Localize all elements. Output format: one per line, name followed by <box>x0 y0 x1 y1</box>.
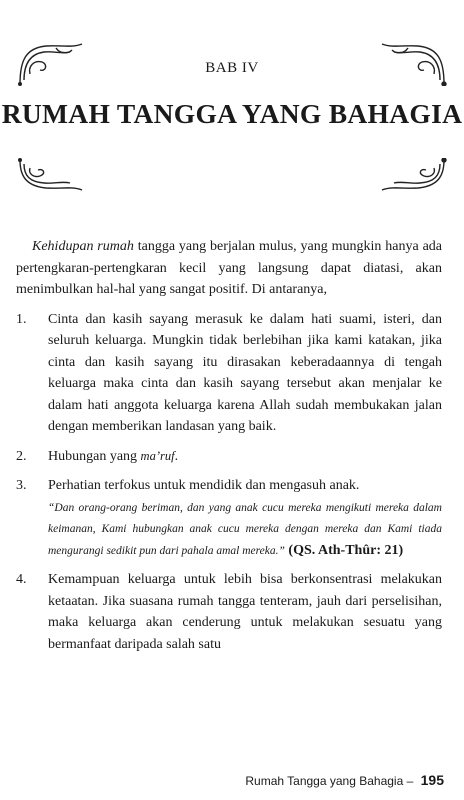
chapter-title: RUMAH TANGGA YANG BAHAGIA <box>1 98 463 129</box>
page-footer <box>245 772 444 788</box>
page-number: 195 <box>420 772 444 788</box>
chapter-label: BAB IV <box>205 60 259 76</box>
list-text: Kemampuan keluarga untuk lebih bisa berkonsentrasi melakukan ketaatan. Jika suasana rumah tangga tenteram, jauh dari perselisihan, maka keluarga akan cenderung untuk melakukan sesuatu yang bermanfaat daripada salah satu <box>48 572 442 652</box>
list-text: Cinta dan kasih sayang merasuk ke dalam hati suami, isteri, dan seluruh keluarga. Mungkin tidak berlebihan jika kami katakan, jika cinta dan kasih sayang itu dirasakan keberadaannya di tengah keluarga maka cinta dan kasih sayang tersebut akan menjalar ke dalam hati anggota keluarga karena Allah sudah membukakan jalan dengan memberikan landasan yang baik. <box>48 311 442 434</box>
ornament-bottom-left <box>16 158 86 194</box>
list-text-main: Perhatian terfokus untuk mendidik dan mengasuh anak. <box>48 478 360 493</box>
quran-quote: “Dan orang-orang beriman, dan yang anak cucu mereka mengikuti mereka dalam keimanan, Kami hubungkan anak cucu mereka dengan mereka dan Kami tiada mengurangi sedikit pun dari pahala amal mereka.” <box>48 501 442 557</box>
intro-lead-italic: Kehidupan rumah <box>32 239 134 254</box>
list-item <box>16 446 442 468</box>
chapter-body <box>16 236 442 663</box>
list-number: 2. <box>16 448 27 464</box>
running-title: Rumah Tangga yang Bahagia <box>245 774 404 788</box>
list-text-after: . <box>174 448 179 464</box>
benefit-list <box>16 309 442 656</box>
quote-source: (QS. Ath-Thûr: 21) <box>284 542 404 558</box>
italic-term: ma’ruf <box>140 448 175 463</box>
list-number: 1. <box>16 311 27 327</box>
list-item <box>16 309 442 438</box>
ornament-bottom-right <box>378 158 448 194</box>
list-number: 4. <box>16 572 27 587</box>
list-number: 3. <box>16 478 27 493</box>
list-text-main: Hubungan yang <box>48 448 141 464</box>
intro-text: tangga yang berjalan mulus, yang mungkin hanya ada pertengkaran-pertengkaran kecil yang langsung dapat diatasi, akan menimbulkan hal-hal yang sangat positif. Di antaranya, <box>16 239 442 297</box>
list-item <box>16 475 442 561</box>
footer-dash: – <box>406 774 414 788</box>
list-text <box>48 446 442 468</box>
list-text <box>48 475 442 561</box>
list-item <box>16 569 442 655</box>
intro-paragraph <box>16 236 442 301</box>
